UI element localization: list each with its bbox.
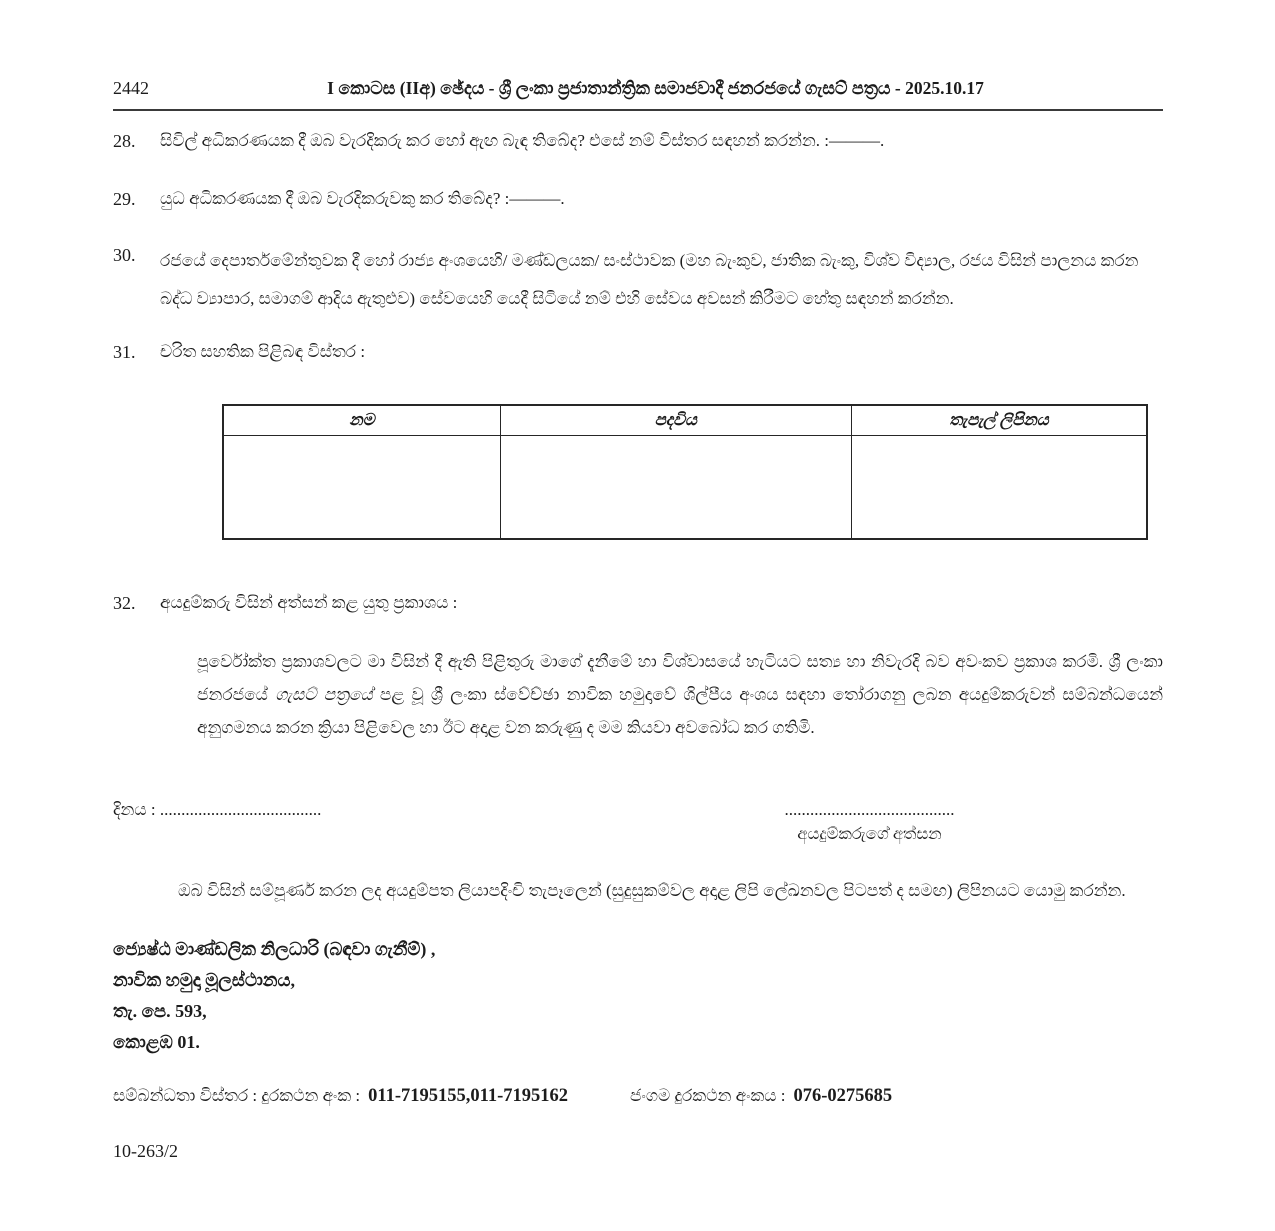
address-line-recipient: ජ්‍යෙෂ්ඨ මාණ්ඩලික නිලධාරි (බඳවා ගැනීම්) , bbox=[113, 938, 436, 959]
mailing-instruction: ඔබ විසින් සම්පූර්ණ කරන ලද අයදුම්පත ලියාපදිංචි තැපෑලෙන් (සුදුසුකම්වල අදාළ ලිපි ලේඛනවල පිටපත් ද සමඟ) ලිපිනයට යොමු කරන්න. bbox=[178, 880, 1126, 900]
address-line-city: කොළඹ 01. bbox=[113, 1031, 200, 1052]
signature-dotted-line: ........................................ bbox=[784, 799, 955, 819]
question-number: 31. bbox=[113, 341, 136, 362]
question-text: යුධ අධිකරණයක දී ඔබ වැරදිකරුවකු කර තිබේද? :———. bbox=[160, 189, 565, 208]
question-number: 28. bbox=[113, 131, 136, 151]
signature-block bbox=[762, 800, 977, 844]
gazette-title: I කොටස (IIඅ) ඡේදය - ශ්‍රී ලංකා ප්‍රජාතාන්ත්‍රික සමාජවාදී ජනරජයේ ගැසට් පත්‍රය - 2025.10.17 bbox=[327, 78, 984, 98]
question-31 bbox=[113, 339, 1163, 366]
postal-address-block bbox=[113, 934, 1163, 1058]
contact-details bbox=[113, 1086, 1163, 1107]
question-text: සිවිල් අධිකරණයක දී ඔබ වැරදිකරු කර හෝ ඇඟ බැඳ තිබේද? එසේ නම් විස්තර සඳහන් කරන්න. :———. bbox=[160, 131, 885, 150]
declaration-paragraph bbox=[197, 645, 1163, 744]
address-line-po-box: තැ. පෙ. 593, bbox=[113, 1000, 207, 1021]
table-cell-rank bbox=[500, 436, 851, 539]
question-text: අයදුම්කරු විසින් අත්සන් කළ යුතු ප්‍රකාශය : bbox=[160, 592, 458, 612]
signature-caption: අයදුම්කරුගේ අත්සන bbox=[797, 823, 942, 843]
contact-phone-numbers: 011-7195155,011-7195162 bbox=[368, 1085, 569, 1106]
table-cell-postal-address bbox=[851, 436, 1147, 539]
table-header-name: නම bbox=[223, 405, 500, 436]
table-header-rank: පදවිය bbox=[500, 405, 851, 436]
question-30 bbox=[113, 242, 1163, 319]
contact-phone-label: සම්බන්ධතා විස්තර : දුරකථන අංක : bbox=[113, 1085, 361, 1105]
contact-mobile-label: ජංගම දුරකථන අංකය : bbox=[630, 1085, 786, 1105]
table-header-postal-address: තැපැල් ලිපිනය bbox=[851, 405, 1147, 436]
date-signature-row bbox=[113, 800, 1163, 844]
declaration-gazette-italic: ගැසට් පත්‍රයේ bbox=[275, 684, 373, 704]
notice-reference: 10-263/2 bbox=[113, 1140, 178, 1161]
date-label: දිනය : bbox=[113, 799, 156, 819]
question-number: 32. bbox=[113, 592, 136, 613]
date-dotted-line: ...................................... bbox=[159, 799, 322, 819]
table-header-row bbox=[223, 405, 1147, 436]
declaration-part2: පළ වූ ශ්‍රී ලංකා ස්වේච්ඡා නාවික හමුදාවේ ශිල්පීය අංශය සඳහා තෝරාගනු ලබන අයදුම්කරුවන් සම්බන්ධයෙන් අනුගමනය කරන ක්‍රියා පිළිවෙල හා ඊට අදාළ වන කරුණු ද මම කියවා අවබෝධ කර ගතිමි. bbox=[197, 684, 1163, 737]
question-28 bbox=[113, 128, 1163, 155]
question-32 bbox=[113, 590, 1163, 617]
character-certificate-table bbox=[222, 404, 1148, 540]
question-number: 29. bbox=[113, 189, 136, 209]
declaration-part1: පූර්වෝක්ත ප්‍රකාශවලට මා විසින් දී ඇති පිළිතුරු මාගේ දැනීමේ හා විශ්වාසයේ හැටියට සත්‍ය හා නිවැරදි බව අවංකව ප්‍රකාශ කරමි. ශ්‍රී ලංකා ජනරජයේ bbox=[197, 651, 1163, 704]
page-header bbox=[113, 78, 1163, 99]
address-line-headquarters: නාවික හමුදා මූලස්ථානය, bbox=[113, 969, 295, 990]
question-text: රජයේ දෙපාර්තමේන්තුවක දී හෝ රාජ්‍ය අංශයෙහි/ මණ්ඩලයක/ සංස්ථාවක (මහ බැංකුව, ජාතික බැංකු, විශ්ව විද්‍යාල, රජය විසින් පාලනය කරන බද්ධ ව්‍යාපාර, සමාගම් ආදිය ඇතුළුව) සේවයෙහි යෙදී සිටියේ නම් එහි සේවය අවසන් කිරීමට හේතු සඳහන් කරන්න. bbox=[160, 251, 1139, 309]
table-cell-name bbox=[223, 436, 500, 539]
contact-mobile-number: 076-0275685 bbox=[793, 1085, 893, 1106]
table-row bbox=[223, 436, 1147, 539]
page-number: 2442 bbox=[113, 78, 149, 98]
question-text: චරිත සහතික පිළිබඳ විස්තර : bbox=[160, 341, 366, 361]
header-divider bbox=[113, 109, 1163, 111]
date-line bbox=[113, 800, 321, 820]
question-29 bbox=[113, 186, 1163, 213]
question-number: 30. bbox=[113, 245, 136, 265]
